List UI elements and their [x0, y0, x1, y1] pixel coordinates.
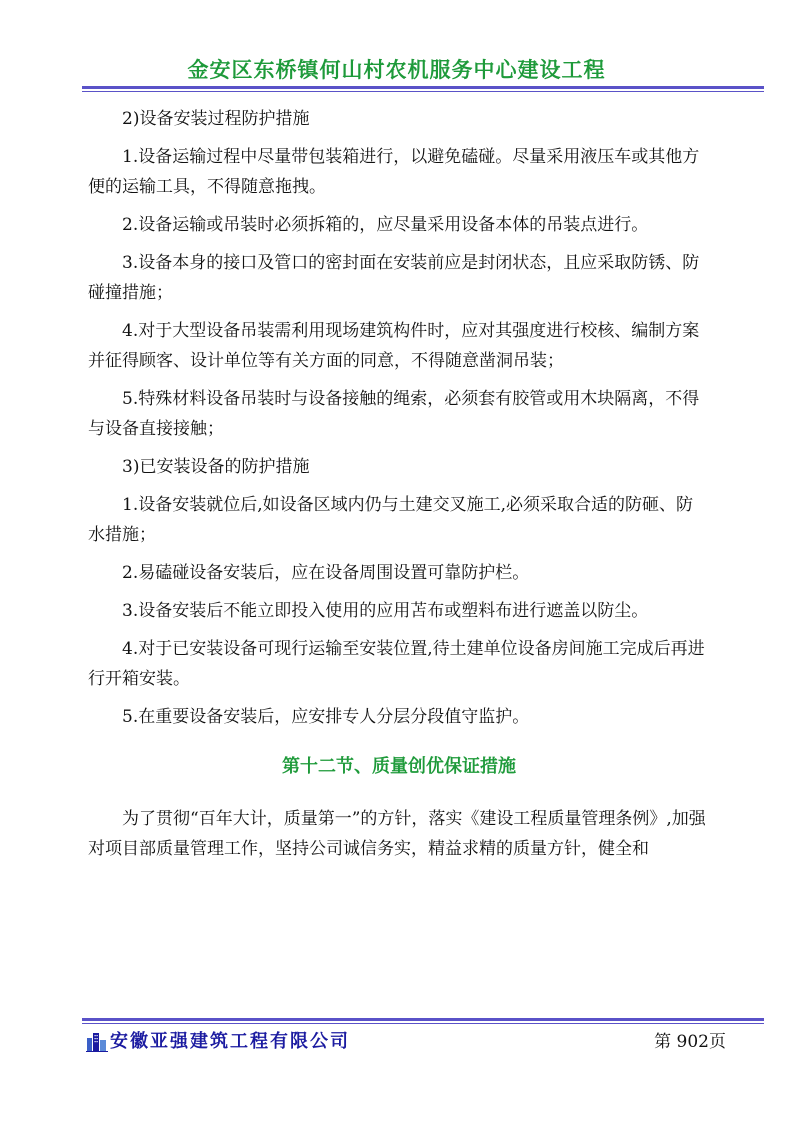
paragraph: 2.易磕碰设备安装后，应在设备周围设置可靠防护栏。	[122, 563, 530, 583]
document-header-title: 金安区东桥镇何山村农机服务中心建设工程	[187, 58, 606, 82]
paragraph: 为了贯彻“百年大计，质量第一”的方针，落实《建设工程质量管理条例》,加强对项目部质量管理工作，坚持公司诚信务实，精益求精的质量方针，健全和	[88, 809, 706, 859]
page-number: 第 902页	[654, 1032, 726, 1052]
paragraph: 1.设备安装就位后,如设备区域内仍与土建交叉施工,必须采取合适的防砸、防水措施；	[88, 495, 694, 545]
paragraph: 5.在重要设备安装后，应安排专人分层分段值守监护。	[122, 707, 530, 727]
paragraph: 2.设备运输或吊装时必须拆箱的，应尽量采用设备本体的吊装点进行。	[122, 215, 649, 235]
paragraph: 3.设备本身的接口及管口的密封面在安装前应是封闭状态，且应采取防锈、防碰撞措施；	[88, 253, 700, 303]
paragraph: 3.设备安装后不能立即投入使用的应用苫布或塑料布进行遮盖以防尘。	[122, 601, 649, 621]
section-heading: 第十二节、质量创优保证措施	[282, 756, 516, 777]
header-rule-thick	[82, 86, 764, 89]
company-name: 安徽亚强建筑工程有限公司	[110, 1031, 350, 1052]
paragraph: 2)设备安装过程防护措施	[122, 109, 310, 129]
paragraph: 3)已安装设备的防护措施	[122, 457, 310, 477]
paragraph: 1.设备运输过程中尽量带包装箱进行，以避免磕碰。尽量采用液压车或其他方便的运输工具，不得随意拖拽。	[88, 147, 700, 197]
document-body	[88, 104, 710, 864]
header-rule	[82, 86, 764, 92]
paragraph: 4.对于大型设备吊装需利用现场建筑构件时，应对其强度进行校核、编制方案并征得顾客、设计单位等有关方面的同意，不得随意凿洞吊装；	[88, 321, 700, 371]
building-logo-icon	[86, 1030, 108, 1052]
header-rule-thin	[82, 91, 764, 92]
paragraph: 5.特殊材料设备吊装时与设备接触的绳索，必须套有胶管或用木块隔离，不得与设备直接接触；	[88, 389, 700, 439]
footer-rule-thick	[82, 1018, 764, 1021]
footer-rule	[82, 1018, 764, 1024]
page-footer	[86, 1028, 726, 1056]
footer-rule-thin	[82, 1023, 764, 1024]
paragraph: 4.对于已安装设备可现行运输至安装位置,待土建单位设备房间施工完成后再进行开箱安装。	[88, 639, 705, 689]
